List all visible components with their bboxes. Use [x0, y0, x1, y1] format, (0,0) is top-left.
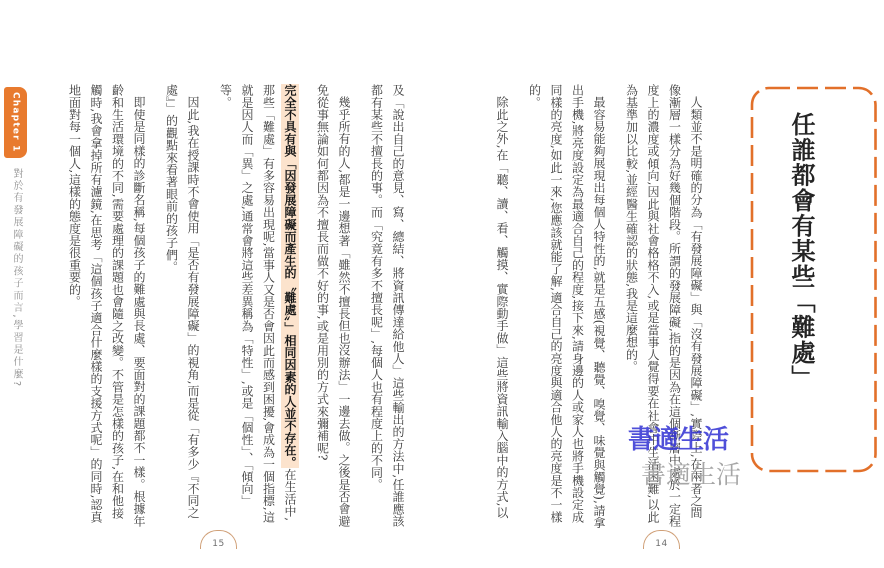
paragraph: 及「說出自己的意見、寫、總結、將資訊傳達給他人」這些輸出的方法中,任誰應該都有某些不擅長的事。而「究竟有多不擅長呢」,每個人也有程度上的不同。	[369, 84, 405, 528]
paragraph: 幾乎所有的人,都是一邊想著「雖然不擅長但也沒辦法」一邊去做。之後是否會避免從事無論如何都因為不擅長而做不好的事,或是用別的方式來彌補呢?	[315, 84, 351, 528]
section-title: 任誰都會有某些「難處」	[787, 112, 816, 391]
paragraph: 人類並不是明確的分為「有發展障礙」與「沒有發展障礙」,實際上,在兩者之間像漸層一樣分為好幾個階段。所謂的發展障礙,指的是因為在這個漸層中處於一定程度上的濃度或傾向,因此與社會格格不入,或是當事人覺得要在社會中生活困難,以此為基準加以比較,並經醫生確認的狀態,我是這麼想的。	[624, 84, 703, 528]
paragraph: 因此,我在授課時不會使用「是否有發展障礙」的視角,而是從「有多少『不同之處』」的觀點來看著眼前的孩子們。	[164, 84, 200, 519]
paragraph: 最容易能夠展現出每個人特性的,就是五感(視覺、聽覺、嗅覺、味覺與觸覺),請拿出手機,將亮度設定為最適合自己的程度,接下來,請身邊的人或家人也將手機設定成同樣的亮度,如此一來,您應該就能了解,適合自己的亮度與適合他人的亮度是不一樣的。	[527, 84, 606, 529]
highlighted-sentence: 完全不具有與「因發展障礙而產生的〝難處〞」相同因素的人並不存在。	[283, 84, 297, 469]
paragraph: 即使是同樣的診斷名稱,每個孩子的難處與長處、要面對的課題都不一樣。根據年齡和生活環境的不同,需要處理的課題也會隨之改變。不管是怎樣的孩子,在和他接觸時,我會拿掉所有濾鏡,在思考「這個孩子適合什麼樣的支援方式呢」的同時,認真地面對每一個人,這樣的態度是很重要的。	[67, 84, 146, 528]
page-number-arc-right	[643, 530, 680, 549]
chapter-tab	[4, 87, 27, 158]
page-number-arc-left	[200, 530, 237, 549]
chapter-tab-label: Chapter 1	[10, 92, 21, 153]
page-14-body	[491, 84, 707, 531]
paragraph-continuation: 在生活中,那些「難處」有多容易出現呢,當事人又是否會因此而感到困擾,會成為一個指標,這就是因人而「異」之處,通常會將這些差異稱為「特性」,或是「個性」、「傾向」等。	[218, 84, 297, 524]
paragraph-with-highlight	[214, 84, 300, 531]
chapter-subtitle: 對於有發展障礙的孩子而言,學習是什麼?	[11, 168, 22, 389]
paragraph: 除此之外,在「聽、讀、看、觸摸、實際動手做」這些將資訊輸入腦中的方式,以	[495, 96, 509, 519]
watermark-blue: 書適生活	[628, 425, 729, 455]
page-number-left: 15	[212, 539, 225, 549]
page-number-right: 14	[655, 539, 668, 549]
watermark-gray: 書適生活	[641, 460, 742, 489]
page-15-body	[63, 84, 408, 531]
